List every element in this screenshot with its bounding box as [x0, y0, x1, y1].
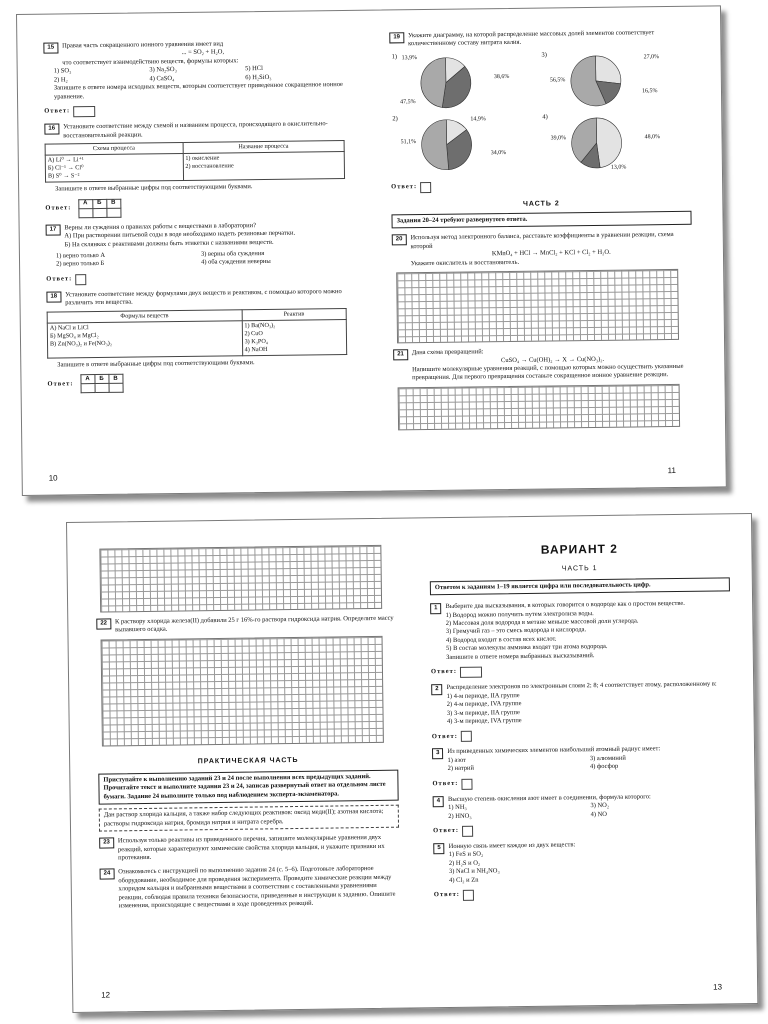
option: 2) натрий — [447, 764, 475, 773]
option: 5) HCl — [245, 65, 263, 73]
table-cell: А) NaCl и LiCl — [49, 323, 89, 332]
pie-slice-label: 13,0% — [610, 164, 627, 171]
part-heading: ПРАКТИЧЕСКАЯ ЧАСТЬ — [197, 756, 299, 766]
answer-box[interactable] — [73, 106, 95, 117]
answer-label: Ответ: — [45, 204, 72, 212]
option: 2) HNO₃ — [448, 812, 472, 820]
option: 3) NO₂ — [590, 802, 610, 810]
pie-option-number: 1) — [391, 53, 398, 61]
question-number: 16 — [44, 124, 59, 135]
table-cell: 2) CuO — [244, 329, 263, 338]
answer-row — [46, 271, 346, 286]
option: 1) Водород можно получить путем электролиза воды. — [445, 609, 594, 619]
answer-row — [432, 775, 732, 790]
matching-table — [47, 308, 348, 359]
answer-cell[interactable] — [109, 384, 123, 393]
table-header: Название процесса — [183, 140, 345, 153]
part-heading: ЧАСТЬ 2 — [522, 200, 560, 208]
equation: ... = SO₂ + H₂O, — [181, 48, 225, 57]
question-number: 20 — [392, 235, 407, 246]
pie-slice-label: 39,0% — [550, 135, 567, 142]
answer-grid-area[interactable] — [99, 545, 382, 613]
answer-row — [45, 196, 345, 219]
answer-row — [44, 103, 344, 118]
question-number: 15 — [43, 42, 58, 53]
book-spread-bottom — [66, 513, 758, 1013]
answer-label: Ответ: — [432, 779, 459, 788]
instruction-note: Запишите в ответе выбранные цифры под соответствующими буквами. — [55, 183, 253, 193]
pie-option-number: 4) — [542, 113, 548, 121]
table-cell: 1) окисление — [185, 154, 220, 162]
options-list — [56, 249, 346, 269]
answer-grid — [78, 198, 121, 218]
answer-cell[interactable] — [81, 384, 95, 393]
equation: CuSO₄ → Cu(OH)₂ → X → Cu(NO₃)₂. — [500, 355, 605, 364]
pie-option-number: 2) — [392, 115, 398, 123]
question-number: 19 — [389, 32, 404, 43]
question-17 — [46, 221, 346, 250]
option: 1) SO₃ — [53, 67, 72, 75]
option: 2) 4-м периоде, IVA группе — [446, 700, 522, 709]
question-21 — [393, 346, 693, 383]
options-list — [447, 753, 732, 774]
option: 4) CaSO₄ — [149, 74, 175, 83]
letter-cell: В — [107, 199, 121, 208]
question-text: Укажите диаграмму, на которой распределение массовых долей элементов соответствует количественному составу нитрата калия. — [407, 29, 655, 48]
question-text: К раствору хлорида железа(II) добавили 25 г 16%-го раствора гидроксида натрия. Определите массу выпавшего осадка. — [114, 614, 394, 634]
pie-slice-label: 13,9% — [401, 54, 418, 62]
answer-box[interactable] — [75, 274, 86, 285]
practical-note: Приступайте к выполнению заданий 23 и 24 после выполнения всех предыдущих заданий. Прочитайте текст и выполните задания 23 и 24, записав развернутый ответ на отдельном листе бумаги. Задание 24 выполните только под наблюдением эксперта-экзаменатора. — [98, 770, 398, 805]
answer-box[interactable] — [461, 731, 472, 742]
question-text: Ионную связь имеет каждое из двух веществ: — [448, 841, 576, 851]
question-19 — [389, 29, 689, 50]
part-heading: ЧАСТЬ 1 — [561, 564, 598, 573]
pie-slice-label: 14,9% — [470, 116, 486, 123]
instruction-note: Запишите в ответе номера выбранных высказываний. — [446, 651, 595, 661]
table-header: Схема процесса — [45, 142, 183, 155]
pie-chart-option — [539, 50, 690, 114]
answer-grid-area[interactable] — [101, 636, 384, 747]
question-1 — [430, 599, 731, 662]
question-text: что соответствует взаимодействию веществ, формулы которых: — [62, 57, 239, 67]
answer-box[interactable] — [461, 778, 472, 789]
instruction-note: Укажите окислитель и восстановитель. — [410, 258, 520, 267]
question-text: Ознакомьтесь с инструкцией по выполнению задания 24 (с. 5–6). Подготовьте лабораторное оборудование, необходимое для проведения эксперимента. Проведите химические реакции между хлоридом кальция и выбранными веществами в соответствии с составленными уравнениями реакции, соблюдая правила техники безопасности, приведенные в инструкции к заданию. Опишите изменения, происходящие с веществами в ходе проведенных реакций. — [118, 865, 396, 910]
question-text: Используя только реактивы из приведенного перечня, запишите молекулярные уравнения двух реакций, которые характеризуют химические свойства хлорида кальция, и укажите признаки их протекания. — [117, 834, 385, 862]
page-number: 10 — [48, 473, 58, 483]
answer-grid-area[interactable] — [398, 384, 681, 430]
pie-chart-option — [390, 51, 541, 115]
answer-label: Ответ: — [46, 275, 73, 283]
answer-label: Ответ: — [391, 183, 418, 191]
pie-chart-option — [390, 113, 541, 177]
statement-a: А) При растворении питьевой соды в воде необходимо надеть резиновые перчатки. — [64, 229, 296, 240]
pie-chart — [568, 114, 625, 171]
option: 1) FeS и SO₂ — [448, 851, 484, 859]
question-22 — [96, 615, 396, 636]
table-cell: 4) NaOH — [244, 345, 268, 354]
option: 4) Водород входит в состав всех кислот. — [445, 635, 557, 644]
pie-slice-label: 47,5% — [400, 98, 416, 106]
question-15 — [43, 39, 343, 68]
answer-box[interactable] — [462, 826, 473, 837]
part-note: Ответом к заданиям 1–19 является цифра или последовательность цифр. — [430, 577, 730, 595]
option: 2) H₂S и O₂ — [448, 859, 481, 867]
pie-slice — [596, 117, 622, 167]
pie-slice-label: 56,5% — [549, 77, 566, 84]
pie-slice — [421, 120, 448, 170]
table-cell: В) Zn(NO₃)₂ и Fe(NO₃)₂ — [49, 339, 113, 348]
pie-slice — [596, 55, 621, 83]
question-number: 24 — [100, 869, 115, 880]
pie-slice-label: 48,0% — [644, 134, 661, 141]
pie-chart — [568, 52, 625, 109]
pie-slice-label: 16,5% — [641, 88, 658, 95]
pie-charts — [390, 50, 691, 178]
question-4 — [433, 792, 733, 821]
option: 6) H₂SiO₃ — [245, 73, 272, 81]
option: 4) NO — [590, 810, 608, 818]
question-text: Высшую степень окисления азот имеет в соединении, формула которого: — [447, 793, 651, 803]
options-list — [448, 800, 733, 821]
question-text: Дана схема превращений: — [411, 348, 484, 357]
table-cell: 2) восстановление — [185, 162, 234, 171]
answer-box[interactable] — [460, 667, 482, 678]
question-number: 18 — [46, 291, 61, 302]
letter-cell: А — [81, 375, 95, 384]
answer-row — [433, 822, 733, 837]
question-text: Используя метод электронного баланса, расставьте коэффициенты в уравнении реакции, схема которой — [410, 231, 674, 251]
answer-cell[interactable] — [95, 384, 109, 393]
page-12 — [95, 545, 401, 1012]
table-cell: Б) Cl⁻¹ → Cl⁰ — [47, 164, 84, 172]
question-text: Распределение электронов по электронным слоям 2; 8; 4 соответствует атому, расположенному в: — [446, 680, 717, 692]
question-text: Установите соответствие между формулами двух веществ и реактивом, с помощью которого можно различить эти вещества. — [65, 287, 342, 307]
option: 3) Гремучий газ – это смесь водорода и кислорода. — [445, 626, 587, 636]
question-number: 2 — [431, 684, 442, 695]
table-cell: А) Li⁰ → Li⁺¹ — [47, 156, 84, 164]
equation: KMnO₄ + HCl → MnCl₂ + KCl + Cl₂ + H₂O. — [491, 249, 611, 258]
question-text: Правая часть сокращенного ионного уравнения имеет вид — [62, 40, 224, 50]
question-text: Из приведенных химических элементов наибольший атомный радиус имеет: — [447, 745, 661, 756]
option: 2) верно только Б — [56, 260, 105, 268]
question-20 — [392, 231, 692, 268]
question-number: 23 — [99, 838, 114, 849]
letter-cell: Б — [93, 199, 107, 208]
question-24 — [100, 865, 401, 911]
answer-label: Ответ: — [430, 668, 458, 676]
question-number: 21 — [393, 349, 408, 360]
answer-label: Ответ: — [44, 107, 71, 116]
question-18 — [46, 288, 346, 309]
answer-row — [432, 728, 732, 743]
statement-b: Б) На склянках с реактивами должны быть этикетки с названиями веществ. — [64, 238, 274, 248]
question-number: 4 — [433, 796, 444, 807]
letter-cell: В — [109, 375, 123, 384]
page-number: 12 — [101, 990, 111, 1000]
answer-label: Ответ: — [431, 732, 458, 740]
option: 3) верны оба суждения — [200, 249, 265, 258]
option: 2) Массовая доля водорода в метане меньше массовой доли углерода. — [445, 617, 639, 628]
option: 2) H₂ — [53, 76, 68, 84]
option: 5) В состав молекулы аммиака входят три атома водорода. — [445, 643, 608, 653]
question-number: 1 — [430, 603, 441, 614]
question-5 — [433, 839, 734, 885]
option: 1) NH₃ — [448, 803, 467, 812]
pie-option-number: 3) — [541, 51, 548, 59]
option: 3) NaCl и NH₄NO₃ — [448, 867, 500, 876]
table-header: Реактив — [242, 308, 347, 320]
matching-table — [45, 140, 345, 183]
answer-label: Ответ: — [433, 891, 460, 899]
pie-slice — [421, 58, 447, 108]
table-header: Формулы веществ — [47, 309, 242, 322]
answer-row — [391, 179, 691, 194]
pie-chart-option — [540, 112, 691, 176]
question-2 — [431, 680, 732, 726]
table-cell: 3) K₃PO₄ — [244, 337, 268, 346]
question-number: 3 — [432, 748, 443, 759]
instruction-note: Запишите в ответе выбранные цифры под соответствующими буквами. — [57, 359, 255, 369]
pie-chart — [418, 116, 475, 173]
question-text: Установите соответствие между схемой и названием процесса, происходящего в окислительно-восстановительной реакции. — [63, 120, 328, 139]
question-number: 17 — [46, 224, 61, 235]
page-number: 13 — [713, 982, 723, 992]
letter-cell: А — [79, 199, 93, 208]
question-number: 5 — [433, 843, 444, 854]
page-13 — [429, 540, 735, 1007]
table-cell: В) S⁰ → S⁻² — [47, 172, 80, 180]
option: 1) азот — [447, 756, 467, 764]
table-cell: 1) Ba(NO₃)₂ — [244, 321, 276, 329]
option: 4) оба суждения неверны — [201, 258, 271, 267]
answer-row — [47, 371, 347, 394]
page-10 — [43, 33, 349, 495]
answer-cell[interactable] — [79, 208, 93, 217]
part-note: Задания 20–24 требуют развернутого ответа. — [391, 211, 691, 229]
reagents-box: Дан раствор хлорида кальция, а также набор следующих реактивов: оксид меди(II); азотная кислота; растворы гидроксида натрия, бромида натрия и нитрата серебра. — [99, 805, 399, 832]
answer-cell[interactable] — [93, 208, 107, 217]
answer-box[interactable] — [463, 890, 474, 901]
option: 4) 3-м периоде, IVA группе — [446, 716, 522, 725]
variant-title: ВАРИАНТ 2 — [540, 541, 619, 557]
answer-grid — [80, 374, 123, 394]
question-23 — [99, 834, 399, 863]
option: 1) 4-м периоде, IIA группе — [446, 691, 520, 700]
answer-box[interactable] — [420, 182, 431, 193]
answer-row — [431, 663, 731, 678]
answer-row — [434, 886, 734, 901]
option: 3) алюминий — [589, 754, 626, 762]
question-16 — [44, 120, 344, 141]
answer-cell[interactable] — [107, 208, 121, 217]
answer-label: Ответ: — [47, 380, 74, 388]
answer-grid-area[interactable] — [396, 269, 679, 343]
question-text: Выберите два высказывания, в которых говорится о водороде как о простом веществе. — [445, 600, 685, 611]
pie-slice-label: 38,6% — [493, 73, 510, 81]
pie-chart — [418, 54, 475, 111]
option: 1) верно только А — [55, 251, 106, 260]
option: 3) 3-м периоде, IIA группе — [446, 708, 520, 717]
book-spread-top — [16, 5, 727, 496]
option: 4) Cl₂ и Zn — [449, 876, 479, 884]
question-text: Верны ли суждения о правилах работы с веществами в лаборатории? — [64, 221, 257, 232]
letter-cell: Б — [95, 375, 109, 384]
pie-slice-label: 27,0% — [643, 54, 660, 61]
option: 3) Na₂SO₃ — [149, 66, 177, 74]
instruction-note: Запишите в ответе номера исходных веществ, которым соответствует приведенное сокращенное ионное уравнение. — [53, 81, 343, 101]
page-number: 11 — [667, 465, 676, 476]
table-cell: Б) MgSO₄ и MgCl₂ — [49, 331, 99, 340]
pie-slice-label: 34,0% — [490, 149, 507, 157]
pie-slice-label: 51,1% — [400, 138, 417, 146]
answer-label: Ответ: — [433, 827, 460, 835]
page-11 — [389, 29, 695, 491]
option: 4) фосфор — [589, 763, 619, 771]
question-number: 22 — [96, 618, 111, 629]
instruction-note: Напишите молекулярные уравнения реакций, с помощью которых можно осуществить указанные превращения. Для первого превращения составьте сокращенное ионное уравнение реакции. — [412, 362, 684, 382]
question-3 — [432, 745, 732, 774]
